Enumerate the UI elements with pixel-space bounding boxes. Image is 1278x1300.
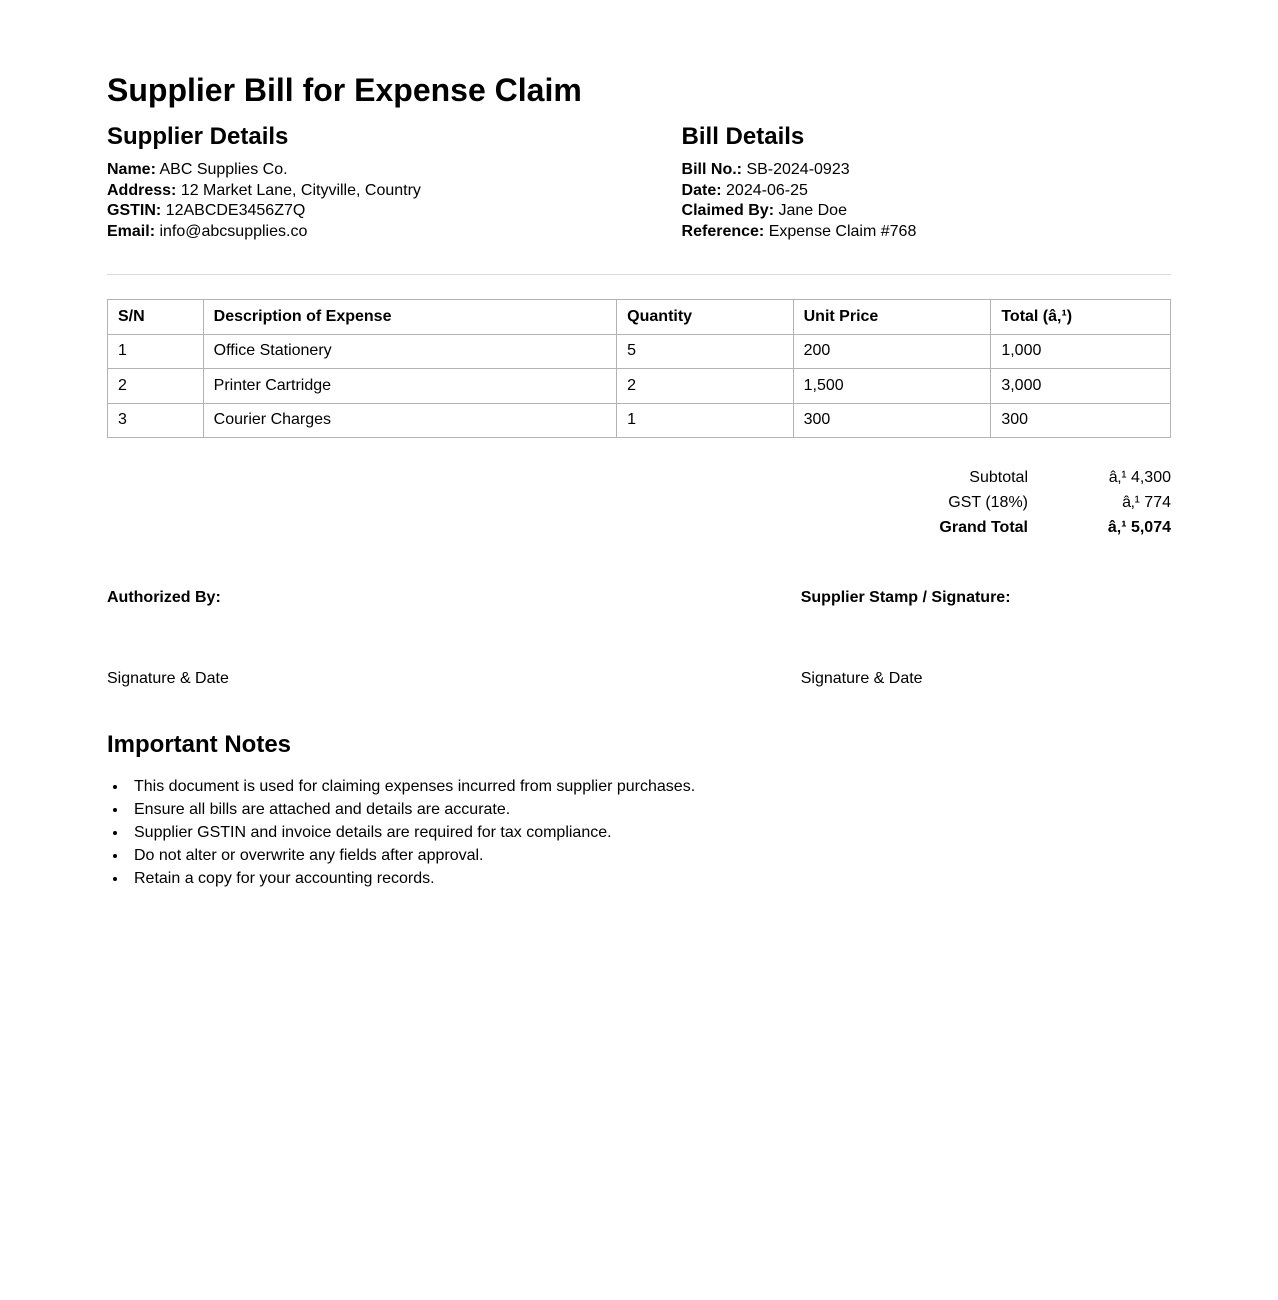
table-row bbox=[108, 369, 1171, 404]
note-item: • Do not alter or overwrite any fields after approval. bbox=[128, 844, 1171, 867]
column-header-quantity: Quantity bbox=[617, 300, 793, 335]
gst-value: â‚¹ 774 bbox=[1122, 493, 1171, 511]
totals-summary bbox=[939, 465, 1171, 540]
field-label: Name: bbox=[107, 161, 156, 179]
grand-total-row bbox=[939, 515, 1171, 540]
supplier-stamp-label: Supplier Stamp / Signature: bbox=[800, 589, 1011, 607]
subtotal-value: â‚¹ 4,300 bbox=[1108, 468, 1171, 486]
note-item: • Supplier GSTIN and invoice details are required for tax compliance. bbox=[128, 821, 1171, 844]
subtotal-row bbox=[939, 465, 1171, 490]
table-row bbox=[108, 334, 1171, 369]
cell-sn: 1 bbox=[108, 334, 204, 369]
field-value: Jane Doe bbox=[778, 202, 847, 220]
field-label: Claimed By: bbox=[681, 202, 775, 220]
gst-row bbox=[939, 490, 1171, 515]
signature-section bbox=[107, 588, 1171, 689]
bill-details-heading: Bill Details bbox=[681, 122, 805, 150]
note-item: • Ensure all bills are attached and details are accurate. bbox=[128, 798, 1171, 821]
cell-description: Courier Charges bbox=[203, 403, 617, 438]
column-header-unit-price: Unit Price bbox=[793, 300, 991, 335]
grand-total-label: Grand Total bbox=[939, 518, 1028, 536]
important-notes-heading: Important Notes bbox=[107, 731, 292, 759]
field-label: GSTIN: bbox=[107, 202, 162, 220]
cell-total: 3,000 bbox=[991, 369, 1171, 404]
supplier-signature-line: Signature & Date bbox=[800, 669, 923, 687]
supplier-details-column bbox=[107, 123, 682, 243]
grand-total-value: â‚¹ 5,074 bbox=[1107, 518, 1171, 536]
details-section bbox=[107, 123, 1171, 243]
bill-details-column bbox=[682, 123, 1171, 243]
supplier-email-field bbox=[107, 222, 682, 243]
authorized-signature-line: Signature & Date bbox=[107, 669, 229, 687]
column-header-sn: S/N bbox=[108, 300, 204, 335]
cell-sn: 2 bbox=[108, 369, 204, 404]
column-header-total: Total (â‚¹) bbox=[991, 300, 1171, 335]
bill-date-field bbox=[682, 181, 1171, 202]
field-label: Address: bbox=[107, 181, 177, 199]
cell-total: 300 bbox=[991, 403, 1171, 438]
table-header-row bbox=[108, 300, 1171, 335]
cell-unit-price: 1,500 bbox=[793, 369, 991, 404]
supplier-stamp-block bbox=[801, 588, 1171, 689]
field-value: SB-2024-0923 bbox=[746, 161, 850, 179]
note-item: • Retain a copy for your accounting records. bbox=[128, 867, 1171, 890]
cell-sn: 3 bbox=[108, 403, 204, 438]
bill-number-field bbox=[682, 160, 1171, 181]
gst-label: GST (18%) bbox=[948, 493, 1028, 511]
field-label: Bill No.: bbox=[681, 161, 742, 179]
cell-total: 1,000 bbox=[991, 334, 1171, 369]
field-label: Reference: bbox=[681, 222, 765, 240]
bill-claimed-by-field bbox=[682, 201, 1171, 222]
cell-quantity: 1 bbox=[617, 403, 793, 438]
supplier-gstin-field bbox=[107, 201, 682, 222]
cell-quantity: 5 bbox=[617, 334, 793, 369]
supplier-fields bbox=[107, 160, 682, 242]
cell-description: Office Stationery bbox=[203, 334, 617, 369]
bill-reference-field bbox=[682, 222, 1171, 243]
field-value: 2024-06-25 bbox=[726, 181, 808, 199]
bill-fields bbox=[682, 160, 1171, 242]
field-value: Expense Claim #768 bbox=[768, 222, 917, 240]
important-notes-list bbox=[107, 775, 1171, 890]
expense-items-table bbox=[107, 299, 1171, 438]
subtotal-label: Subtotal bbox=[969, 468, 1028, 486]
supplier-address-field bbox=[107, 181, 682, 202]
supplier-name-field bbox=[107, 160, 682, 181]
field-label: Date: bbox=[681, 181, 722, 199]
page-title: Supplier Bill for Expense Claim bbox=[107, 72, 582, 108]
authorized-by-label: Authorized By: bbox=[107, 589, 221, 607]
field-value: 12 Market Lane, Cityville, Country bbox=[180, 181, 421, 199]
cell-unit-price: 200 bbox=[793, 334, 991, 369]
table-row bbox=[108, 403, 1171, 438]
supplier-details-heading: Supplier Details bbox=[107, 122, 289, 150]
field-value: ABC Supplies Co. bbox=[159, 161, 288, 179]
cell-quantity: 2 bbox=[617, 369, 793, 404]
field-label: Email: bbox=[107, 222, 156, 240]
section-divider bbox=[107, 274, 1171, 275]
note-item: • This document is used for claiming expenses incurred from supplier purchases. bbox=[128, 775, 1171, 798]
field-value: 12ABCDE3456Z7Q bbox=[165, 202, 306, 220]
authorized-by-block bbox=[107, 588, 801, 689]
field-value: info@abcsupplies.co bbox=[159, 222, 308, 240]
cell-description: Printer Cartridge bbox=[203, 369, 617, 404]
column-header-description: Description of Expense bbox=[203, 300, 617, 335]
cell-unit-price: 300 bbox=[793, 403, 991, 438]
